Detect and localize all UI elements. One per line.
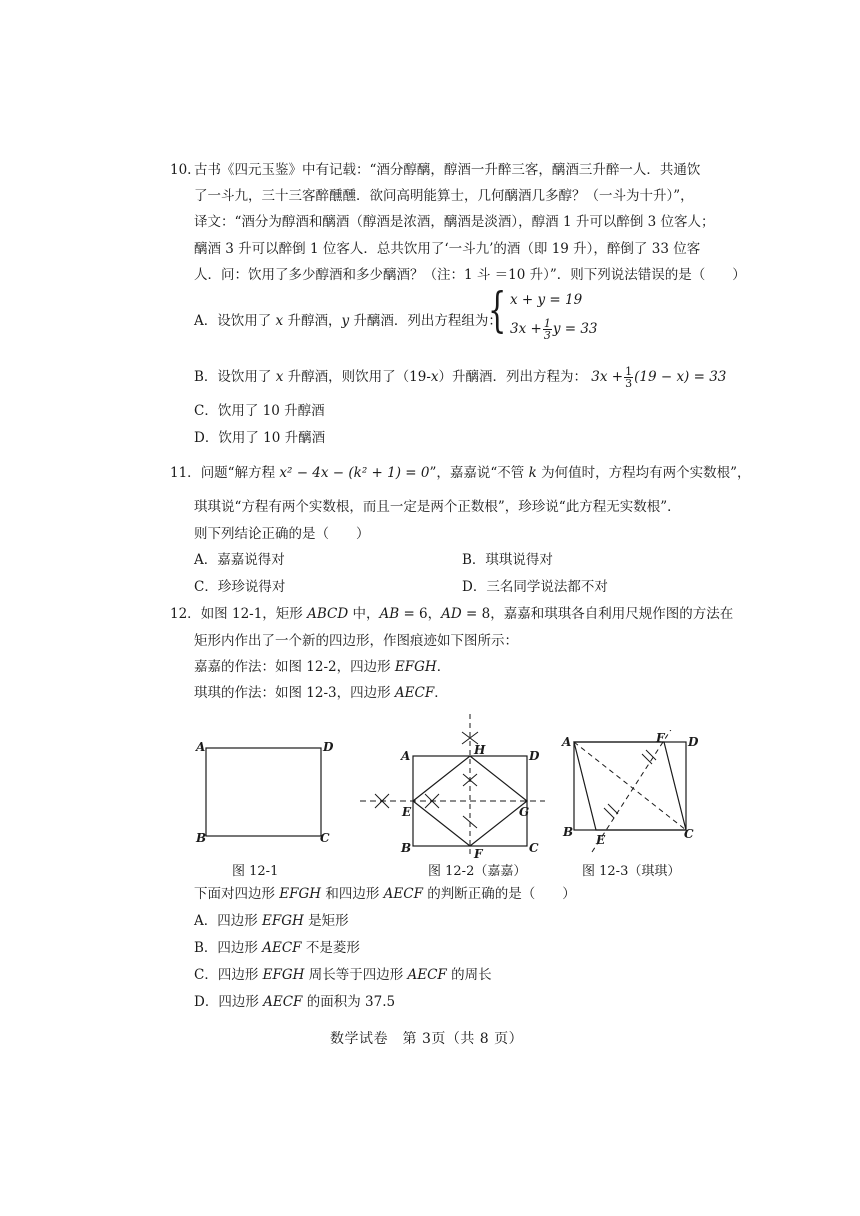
caption-12-2: 图 12-2（嘉嘉） (428, 864, 527, 879)
label-b: B (196, 831, 207, 845)
q11-line-3: 则下列结论正确的是（ ） (194, 526, 370, 542)
page-footer: 数学试卷 第 3页（共 8 页） (330, 1031, 524, 1047)
q11-option-b: B．琪琪说得对 (462, 552, 553, 568)
q11-option-d: D．三名同学说法都不对 (462, 579, 608, 595)
q12-option-c: C．四边形 EFGH 周长等于四边形 AECF 的周长 (194, 967, 492, 983)
label-g: G (519, 805, 530, 819)
label-e: E (402, 805, 412, 819)
q11-option-a: A．嘉嘉说得对 (194, 552, 285, 568)
q10-option-b: B．设饮用了 x 升醇酒，则饮用了（19-x）升醨酒．列出方程为： 3x + $\frac{1}{3}$ (19 − x) = 33 (194, 365, 727, 390)
label-f: F (656, 731, 665, 745)
figure-12-3 (560, 730, 710, 855)
q12-option-b: B．四边形 AECF 不是菱形 (194, 940, 360, 956)
label-f: F (474, 847, 483, 860)
arc-mark-left (375, 794, 389, 808)
figure-12-2 (355, 710, 550, 860)
label-a: A (401, 749, 411, 763)
label-c: C (529, 841, 539, 855)
q10-option-a: A．设饮用了 x 升醇酒，y 升醨酒．列出方程组为： (194, 313, 502, 329)
label-a: A (562, 735, 572, 749)
q10-option-c: C．饮用了 10 升醇酒 (194, 403, 325, 419)
label-d: D (323, 740, 334, 754)
q11-option-c: C．珍珍说得对 (194, 579, 286, 595)
arc-mark-upper (642, 750, 656, 764)
label-e: E (596, 833, 606, 847)
caption-12-1: 图 12-1 (232, 864, 279, 879)
q10-line-4: 醨酒 3 升可以醉倒 1 位客人．总共饮用了‘一斗九’的酒（即 19 升），醉倒了 33 位客 (194, 241, 701, 257)
q12-option-a: A．四边形 EFGH 是矩形 (194, 913, 349, 929)
arc-mark-inner-left (425, 794, 439, 808)
label-a: A (196, 740, 206, 754)
label-d: D (688, 735, 699, 749)
q12-line-2: 矩形内作出了一个新的四边形，作图痕迹如下图所示： (194, 633, 518, 649)
label-d: D (529, 749, 540, 763)
brace-icon: { (488, 282, 507, 338)
q10-equation-system (488, 282, 598, 350)
q12-line-1: 12．如图 12-1，矩形 ABCD 中，AB = 6，AD = 8，嘉嘉和琪琪各自利用尺规作图的方法在 (170, 606, 734, 622)
label-h: H (474, 743, 486, 757)
rectangle-abcd (206, 748, 321, 836)
q12-option-d: D．四边形 AECF 的面积为 37.5 (194, 994, 396, 1010)
q11-line-2: 琪琪说“方程有两个实数根，而且一定是两个正数根”，珍珍说“此方程无实数根”． (194, 499, 681, 515)
label-b: B (563, 825, 574, 839)
q10-eq2: 3x + $\frac{1}{3}$ y = 33 (510, 317, 598, 342)
diagonal-ac (574, 742, 686, 830)
q11-line-1: 11．问题“解方程 x² − 4x − (k² + 1) = 0”，嘉嘉说“不管 k 为何值时，方程均有两个实数根”， (170, 465, 751, 481)
q12-question: 下面对四边形 EFGH 和四边形 AECF 的判断正确的是（ ） (194, 886, 576, 902)
q10-line-1: 古书《四元玉鉴》中有记载：“酒分醇醨，醇酒一升醉三客，醨酒三升醉一人．共通饮 (194, 162, 701, 178)
q10-line-5: 人．问：饮用了多少醇酒和多少醨酒？（注：1 斗 ＝10 升）”．则下列说法错误的是（ ） (194, 267, 746, 283)
q10-line-3: 译文：“酒分为醇酒和醨酒（醇酒是浓酒，醨酒是淡酒），醇酒 1 升可以醉倒 3 位客人； (194, 214, 715, 230)
q12-line-3: 嘉嘉的作法：如图 12-2，四边形 EFGH． (194, 659, 451, 675)
label-c: C (684, 827, 694, 841)
label-c: C (320, 831, 330, 845)
q10-line-2: 了一斗九，三十三客醉醺醺．欲问高明能算士，几何醨酒几多醇？（一斗为十升）”， (194, 188, 694, 204)
figure-12-1 (190, 736, 340, 848)
arc-mark-lower (604, 804, 618, 818)
q10-eq1: x + y = 19 (510, 292, 583, 308)
caption-12-3: 图 12-3（琪琪） (582, 864, 681, 879)
label-b: B (401, 841, 412, 855)
q12-line-4: 琪琪的作法：如图 12-3，四边形 AECF． (194, 685, 448, 701)
q10-number: 10. (170, 162, 192, 178)
q10-option-d: D．饮用了 10 升醨酒 (194, 430, 326, 446)
